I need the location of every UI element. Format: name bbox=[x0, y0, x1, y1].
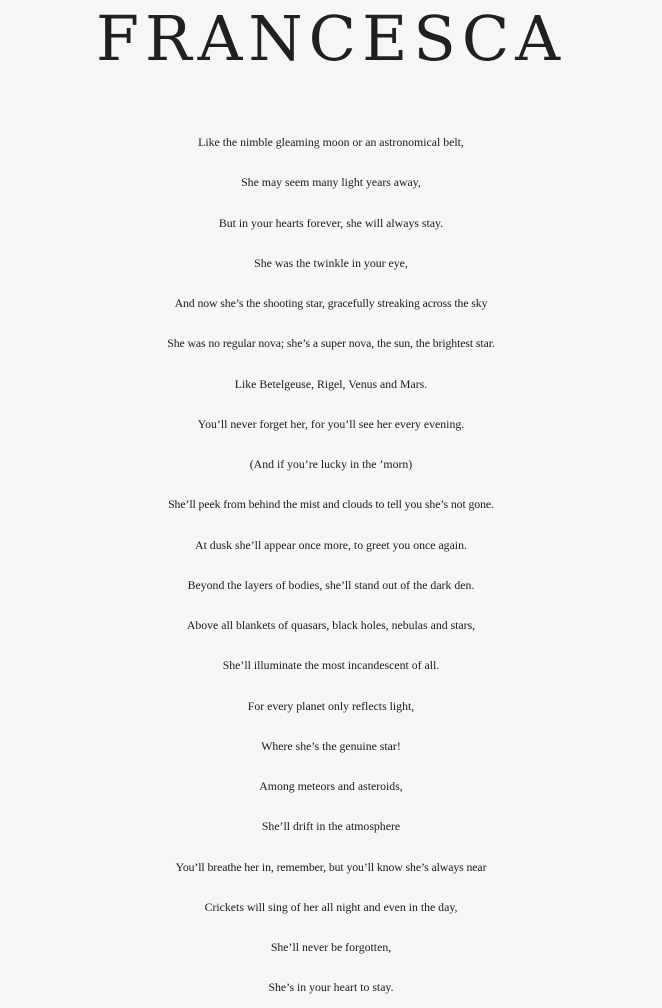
poem-line: Where she’s the genuine star! bbox=[261, 738, 401, 753]
poem-line: Above all blankets of quasars, black holes, nebulas and stars, bbox=[186, 618, 476, 632]
poem-line: Beyond the layers of bodies, she’ll stand out of the dark den. bbox=[187, 577, 475, 592]
poem-line: But in your hearts forever, she will always stay. bbox=[218, 215, 444, 230]
poem-line: Crickets will sing of her all night and even in the day, bbox=[204, 899, 458, 914]
poem-line: Like the nimble gleaming moon or an astronomical belt, bbox=[198, 135, 464, 149]
poem-line: Among meteors and asteroids, bbox=[259, 779, 403, 793]
poem-line: You’ll never forget her, for you’ll see her every evening. bbox=[197, 416, 465, 431]
poem-line: You’ll breathe her in, remember, but you’ll know she’s always near bbox=[175, 859, 487, 874]
poem-line: She was the twinkle in your eye, bbox=[254, 255, 408, 270]
poem-line: She’ll never be forgotten, bbox=[270, 940, 392, 954]
poem-line: She may seem many light years away, bbox=[241, 175, 421, 190]
poem-line: She’s in your heart to stay. bbox=[268, 980, 394, 995]
poem-line: At dusk she’ll appear once more, to greet you once again. bbox=[195, 537, 467, 552]
poem-line: Like Betelgeuse, Rigel, Venus and Mars. bbox=[234, 376, 428, 391]
poem-line: She’ll illuminate the most incandescent of all. bbox=[222, 658, 440, 673]
poem-line: And now she’s the shooting star, gracefully streaking across the sky bbox=[174, 296, 488, 310]
poem-line: (And if you’re lucky in the ’morn) bbox=[249, 457, 413, 471]
poem-line: She’ll peek from behind the mist and clouds to tell you she’s not gone. bbox=[168, 497, 494, 512]
poem-body bbox=[0, 122, 662, 1008]
poem-line: For every planet only reflects light, bbox=[247, 698, 415, 713]
poem-title: FRANCESCA bbox=[95, 2, 567, 75]
poem-line: She’ll drift in the atmosphere bbox=[261, 819, 401, 834]
poem-line: She was no regular nova; she’s a super nova, the sun, the brightest star. bbox=[167, 336, 495, 351]
